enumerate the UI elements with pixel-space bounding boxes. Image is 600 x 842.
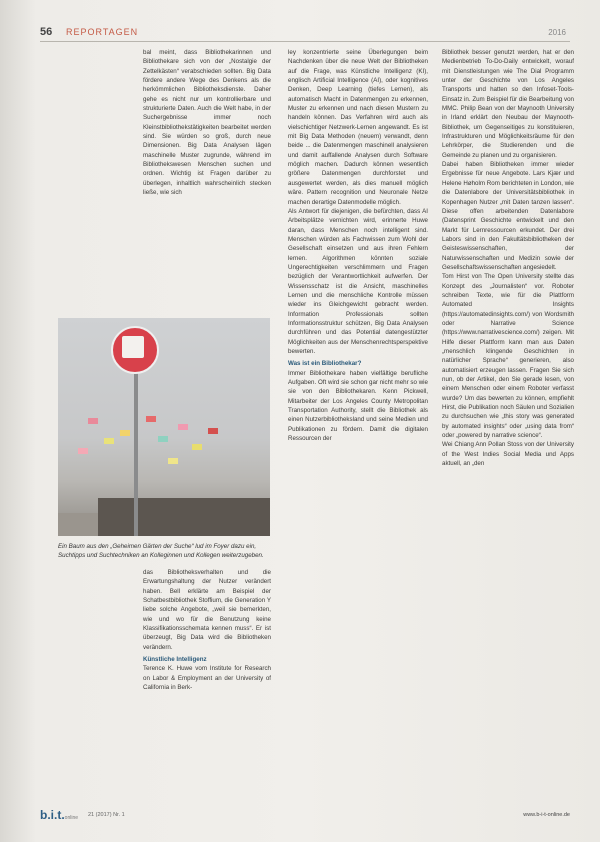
paragraph: ley konzentrierte seine Überlegungen beim Nachdenken über die neue Welt der Bibliotheken auf die Frage, was Künstliche Intelligenz (KI), englisch Artificial Intelligence (AI), oder kognitives Denken, Deep Learning (tiefes Lernen), als automatisch Macht in Datenmengen zu erkennen, Muster zu erkennen und nach diesen Mustern zu handeln können. Das Verfahren wird auch als vielschichtiger Netzwerk-Lernen angewandt. Es ist mit Big Data Methoden (neuem) verwandt, denn beide ... die Datenmengen maschinell analysieren und damit auffallende Analysen durch Software möglich machen. Dadurch können wesentlich größere Datenmengen durchforstet und ausgewertet werden, als dies manuell möglich wäre. Pattern recognition und Neuronale Netze machen derartige Datenmodelle möglich. (288, 49, 428, 206)
note-tag (104, 438, 114, 444)
header-rule (40, 41, 570, 42)
footer-logo: b.i.t.online (40, 808, 79, 822)
note-tag (168, 458, 178, 464)
paragraph: Dabei haben Bibliotheken immer wieder Ergebnisse für neue Angebote. Lars Kjær und Helene Høholm Rom berichteten in London, wie die Datenlabore der Universitätsbibliothek in Kopenhagen Nutzer „mit Daten tanzen lassen“. Diese offen arbeitenden Datenlabore (Datensprint Geschichte entwickelt und den Markt für Lernressourcen erkundet. Der drei Labors sind in den Fakultätsbibliotheken der Geisteswissenschaften, der Naturwissenschaften und Medizin sowie der Gesellschaftswissenschaften angesiedelt. (442, 161, 574, 271)
note-tag (78, 448, 88, 454)
subheading: Was ist ein Bibliothekar? (288, 360, 362, 368)
footer-issue: 21 (2017) Nr. 1 (88, 812, 125, 818)
paragraph: Wei Chiang Ann Pollan Stoss von der University of the West Indies Social Media und Apps aktuell, an „den (442, 441, 574, 468)
note-tag (88, 418, 98, 424)
photo-caption: Ein Baum aus den „Geheimen Gärten der Suche“ lud im Foyer dazu ein, Suchtipps und Suchtechniken an Kolleginnen und Kollegen weiterzugeben. (58, 543, 264, 559)
note-tag (208, 428, 218, 434)
paragraph: Bibliothek besser genutzt werden, hat er den Medienbetrieb To-Do-Daily entwickelt, worauf mit Dienstleistungen wie The Dial Programm unter der Geschichte von Los Angeles Transports und hatten so den Infoset-Tools-Einsatz in. Zum Beispiel für die Bearbeitung von MMC. Philip Bean von der Maynooth University in Irland erklärt den Neubau der Maynooth-Bibliothek, um Gegenseitiges zu konstituieren, Infrastrukturen und Möglichkeitsräume für den Lehrkörper, die Studierenden und die Gemeinde zu planen und zu organisieren. (442, 49, 574, 159)
footer-url[interactable]: www.b-i-t-online.de (523, 812, 570, 818)
note-tag (158, 436, 168, 442)
paragraph: bal meint, dass Bibliothekarinnen und Bibliothekare sich von der „Nostalgie der Zettelkästen“ verabschieden sollten. Big Data fördere andere Wege des Denkens als die herkömmlichen Bibliotheksdienste. Daher gehe es nicht nur um kontrollierbare und strukturierte Daten. Auch die Welt habe, in der Suchergebnisse immer noch Kleinstbibliothekstätigkeiten bearbeitet werden sind. Sie würden so groß, durch neue Dimensionen. Big Data Analysen lägen maschinelle Muster zugrunde, während im Bibliothekswesen Menschen suchen und ordnen. Wichtig ist Fragen darüber zu überlegen, inhaltlich wahrscheinlich stecken ließe, wie sich (143, 49, 271, 197)
paragraph: Terence K. Huwe vom Institute for Research on Labor & Employment an der University of California in Berk- (143, 665, 271, 692)
note-tag (178, 424, 188, 430)
paragraph: das Bibliotheksverhalten und die Erwartungshaltung der Nutzer verändert haben. Bell erklärte am Beispiel der Schatbestbibliothek Stoffium, die Generation Y liebe solche Angebote, „weil sie bemerkten, wie und wo für die Benutzung keine Klassifikationsschemata kennen muss“. Er ist überzeugt, Big Data wird die Bibliotheken verändern. (143, 569, 271, 651)
column-1-top (143, 48, 271, 198)
column-3 (442, 48, 574, 468)
photo-search-tree (58, 318, 270, 536)
note-tag (120, 430, 130, 436)
column-2 (288, 48, 428, 443)
paragraph: Tom Hirst von The Open University stellte das Konzept des „Journalisten“ vor. Roboter schreiben Texte, wie für die Plattform Automated Insights (https://automatedinsights.com/) von Wordsmith oder Narrative Science (https://www.narrativescience.com/) zeigen. Mit Hilfe dieser Plattform kann man aus Daten „menschlich klingende Geschichten in natürlicher Sprache“ generieren, also automatisiert erzeugen lassen. Fragen Sie sich nun, ob der Artikel, den Sie gerade lesen, von einem Menschen oder einem Roboter verfasst wurde? Um das bewerten zu können, empfiehlt Hirst, die Publikation noch Säulen und Sozialien zu durchsuchen wie „this story was generated by automated insights“ oder „using data from“ oder „powered by narrative science“. (442, 273, 574, 440)
subheading: Künstliche Intelligenz (143, 656, 207, 664)
sign-label (122, 336, 144, 358)
section-title: REPORTAGEN (66, 27, 139, 37)
tree-pole (134, 358, 138, 536)
page-number: 56 (40, 26, 53, 38)
note-tag (146, 416, 156, 422)
paragraph: Als Antwort für diejenigen, die befürchten, dass AI Arbeitsplätze vernichten wird, erinnerte Huwe daran, dass Menschen noch intelligent sind. Menschen würden als Fachwissen zum Wohl der Gesellschaft einsetzen und aus ihren Fehlern lernen. Algorithmen könnten soziale Ungerechtigkeiten verschlimmern und Fragen bezüglich der Verantwortlichkeit aufwerfen. Der Wissensschatz ist die Ansicht, maschinelles Lernen und die menschliche Kontrolle müssen wieder ins Gleichgewicht gebracht werden. Information Professionals sollten Informationsstruktur schützen, Big Data Analysen durchführen und das Potential datengestützter Möglichkeiten aus der Menschenrechtsperspektive bewerten. (288, 207, 428, 355)
display-shelf (98, 498, 270, 536)
note-tag (192, 444, 202, 450)
header-right-text: 2016 (548, 28, 566, 37)
column-1-bottom (143, 568, 271, 692)
paragraph: Immer Bibliothekare haben vielfältige berufliche Aufgaben. Oft wird sie schon gar nicht mehr so wie sie von den Bibliothekaren. Kenn Pickwell, Mitarbeiter der Los Angeles County Metropolitan Transportation Authority, stellt die Bibliothek als einen Nutzerbibliotheksland und seine Medien und Publikationen zu fördern. Damit die digitalen Ressourcen der (288, 369, 428, 443)
